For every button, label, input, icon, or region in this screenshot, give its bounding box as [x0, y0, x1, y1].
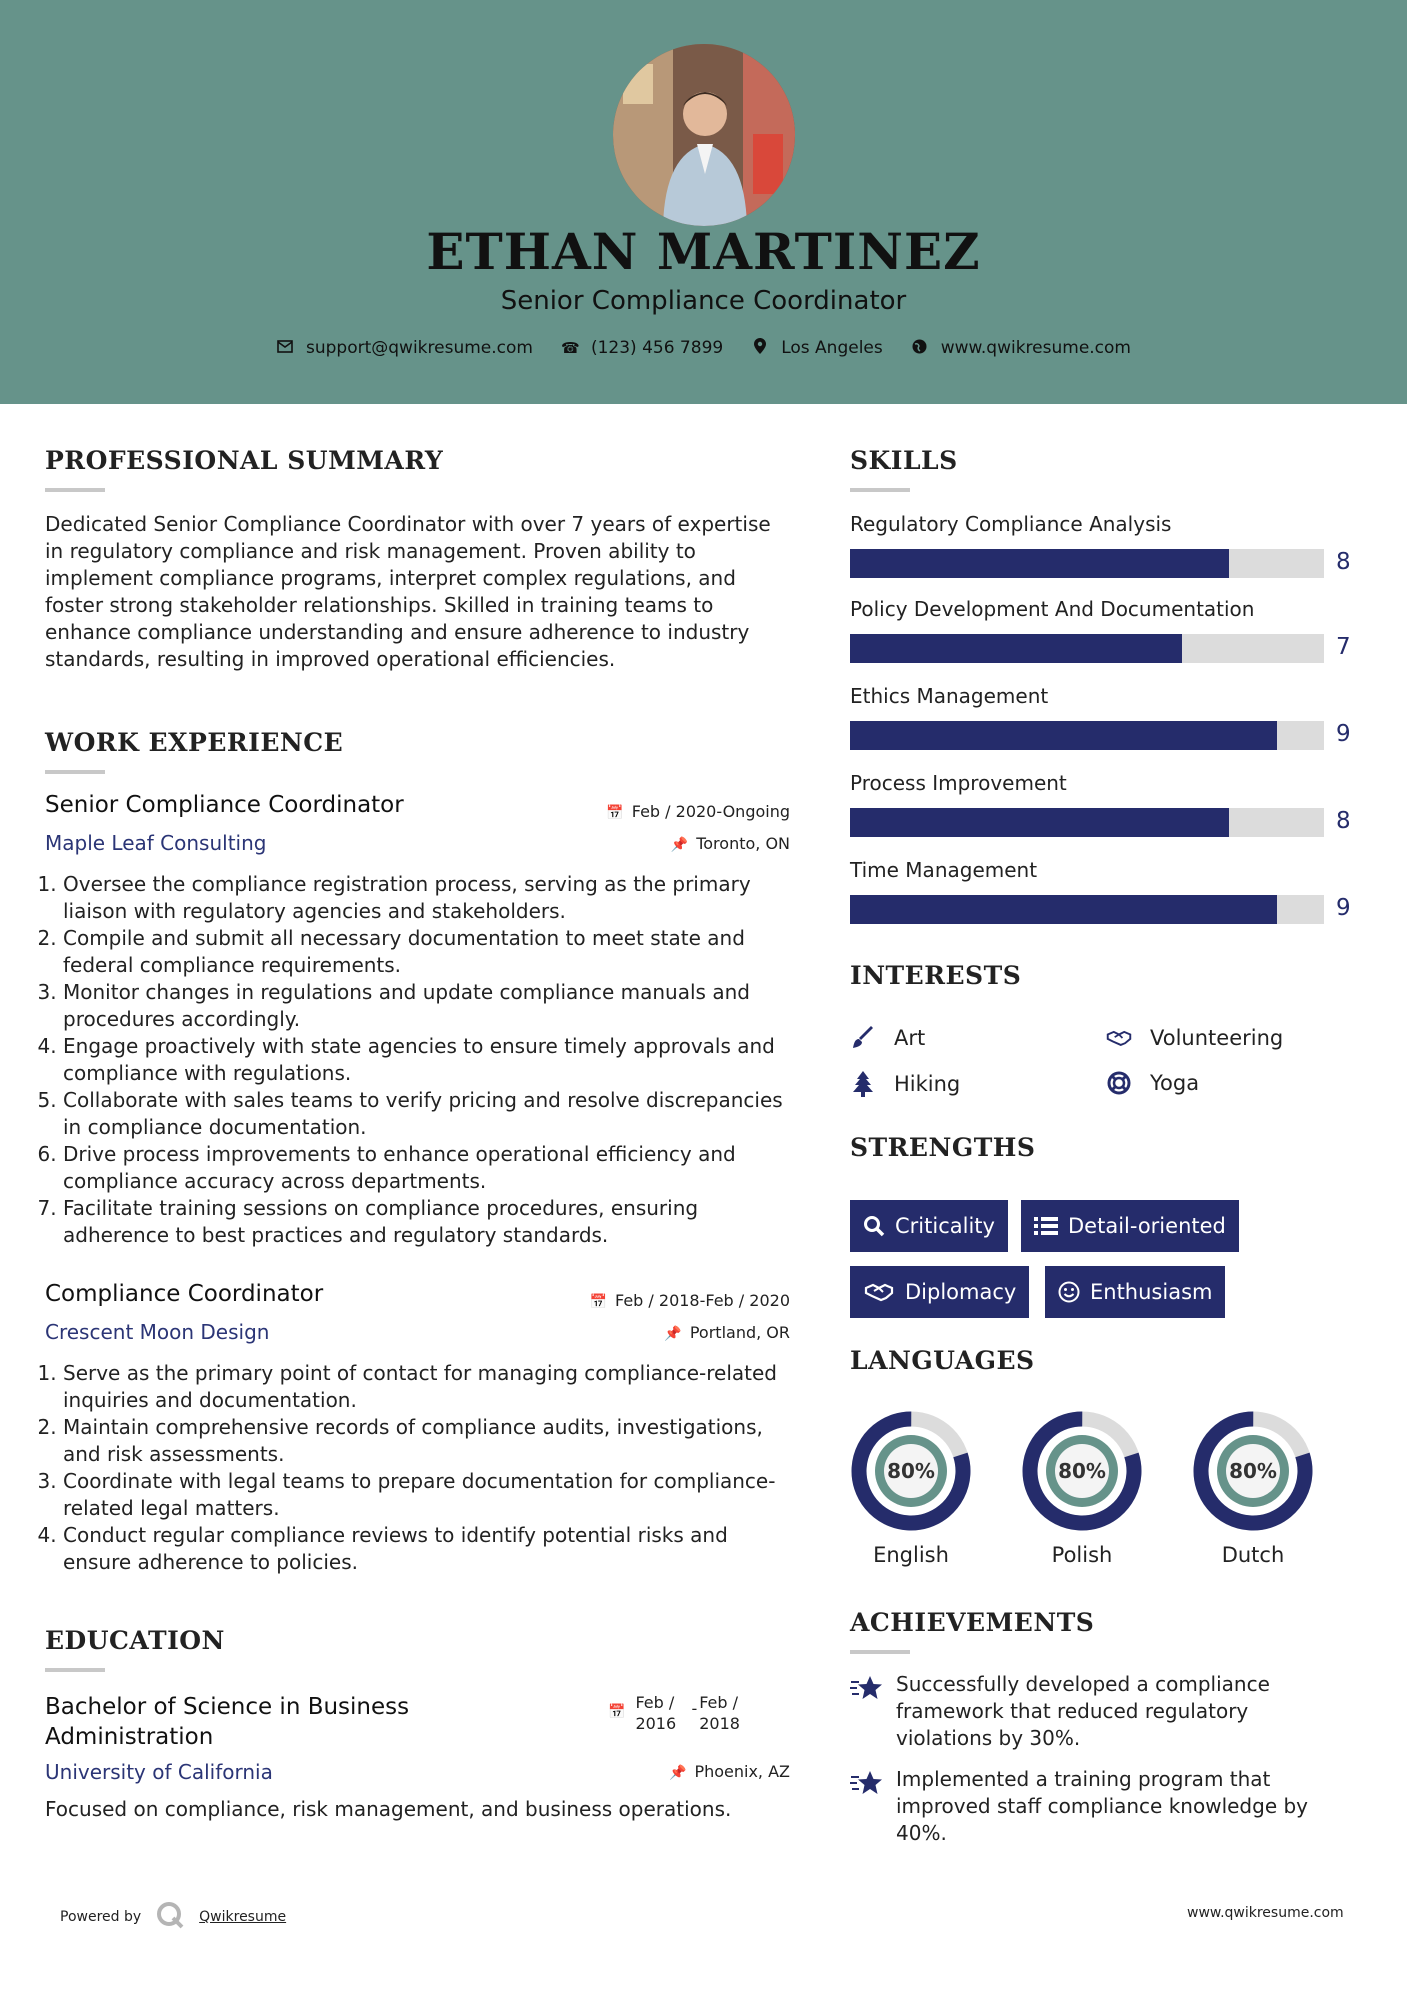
- job-date-text: Feb / 2020-Ongoing: [631, 802, 790, 821]
- interest-item: [1106, 1071, 1199, 1095]
- experience-heading: WORK EXPERIENCE: [45, 728, 344, 757]
- tree-icon: [850, 1071, 876, 1097]
- edu-start-1: Feb /: [635, 1693, 675, 1712]
- skill-value: 7: [1336, 634, 1351, 660]
- paintbrush-icon: [850, 1026, 876, 1050]
- strength-label: Diplomacy: [905, 1280, 1017, 1304]
- achievement-text: Successfully developed a compliance framework that reduced regulatory violations by 30%.: [896, 1672, 1270, 1750]
- footer-powered-by: [60, 1900, 286, 1934]
- search-icon: [863, 1215, 885, 1237]
- interest-label: Hiking: [894, 1072, 961, 1096]
- envelope-icon: [276, 339, 294, 357]
- language-name: Polish: [1051, 1543, 1113, 1567]
- achievement-text: Implemented a training program that improved staff compliance knowledge by 40%.: [896, 1767, 1309, 1845]
- language-percent: 80%: [1058, 1459, 1106, 1483]
- calendar-icon: 📅: [608, 1704, 626, 1720]
- language-donut-chart: [1192, 1410, 1314, 1532]
- skill-label: Ethics Management: [850, 684, 1049, 708]
- contact-phone[interactable]: [561, 338, 723, 358]
- contact-email-text: support@qwikresume.com: [306, 338, 533, 358]
- skills-divider: [850, 488, 910, 492]
- education-location: [500, 1762, 790, 1781]
- strength-tag: [850, 1200, 1008, 1252]
- skill-label: Process Improvement: [850, 771, 1067, 795]
- edu-start-2: 2016: [635, 1714, 677, 1733]
- lifering-icon: [1106, 1071, 1132, 1095]
- strength-tag: [1045, 1266, 1225, 1318]
- skill-bar: [850, 549, 1324, 578]
- list-icon: [1034, 1216, 1058, 1236]
- job-duty-item: 1. Oversee the compliance registration process, serving as the primary liaison with regulatory agencies and stakeholders.: [63, 871, 795, 925]
- achievements-heading: ACHIEVEMENTS: [850, 1608, 1095, 1637]
- languages-heading: LANGUAGES: [850, 1346, 1035, 1375]
- education-date: [608, 1692, 740, 1734]
- contact-location: [751, 338, 883, 358]
- job-location-text: Portland, OR: [689, 1323, 790, 1342]
- skill-bar: [850, 634, 1324, 663]
- job-location: [500, 834, 790, 853]
- skill-bar-fill: [850, 895, 1277, 924]
- pushpin-icon: 📌: [664, 1326, 682, 1342]
- job-duty-item: 4. Conduct regular compliance reviews to identify potential risks and ensure adherence to policies.: [63, 1522, 795, 1576]
- summary-divider: [45, 488, 105, 492]
- interest-item: [850, 1071, 960, 1097]
- contact-bar: [0, 338, 1407, 358]
- job-company: Crescent Moon Design: [45, 1320, 270, 1344]
- interest-item: [1106, 1026, 1283, 1050]
- skills-heading: SKILLS: [850, 446, 958, 475]
- language-donut: [850, 1410, 972, 1532]
- edu-end-2: 2018: [699, 1714, 740, 1733]
- achievements-divider: [850, 1650, 910, 1654]
- skill-bar-fill: [850, 549, 1229, 578]
- interests-heading: INTERESTS: [850, 961, 1022, 990]
- handshake-icon: [1106, 1028, 1132, 1048]
- achievement-item: [850, 1671, 1350, 1752]
- job-location: [500, 1323, 790, 1342]
- footer-website[interactable]: www.qwikresume.com: [1187, 1905, 1344, 1921]
- resume-header: [0, 0, 1407, 404]
- education-divider: [45, 1668, 105, 1672]
- skill-bar: [850, 808, 1324, 837]
- contact-website-text: www.qwikresume.com: [940, 338, 1131, 358]
- candidate-title: Senior Compliance Coordinator: [500, 286, 907, 316]
- profile-photo: [613, 44, 795, 226]
- language-donut: [1021, 1410, 1143, 1532]
- phone-icon: ☎: [560, 339, 580, 357]
- education-description: Focused on compliance, risk management, and business operations.: [45, 1797, 732, 1821]
- job-duty-item: 6. Drive process improvements to enhance operational efficiency and compliance accuracy across departments.: [63, 1141, 795, 1195]
- strength-label: Detail-oriented: [1068, 1214, 1226, 1238]
- handshake-icon: [863, 1282, 895, 1302]
- skill-label: Time Management: [850, 858, 1038, 882]
- degree-line-1: Bachelor of Science in Business: [45, 1694, 410, 1720]
- interest-label: Art: [894, 1026, 926, 1050]
- strength-tag: [1021, 1200, 1239, 1252]
- strength-label: Enthusiasm: [1090, 1280, 1213, 1304]
- language-percent: 80%: [887, 1459, 935, 1483]
- calendar-icon: 📅: [606, 805, 624, 821]
- school-name: University of California: [45, 1760, 273, 1784]
- language-donut: [1192, 1410, 1314, 1532]
- job-duties-list: [45, 1360, 795, 1576]
- degree-title: [45, 1692, 409, 1752]
- job-duty-item: 4. Engage proactively with state agencies to ensure timely approvals and compliance with regulations.: [63, 1033, 795, 1087]
- skill-label: Policy Development And Documentation: [850, 597, 1255, 621]
- job-company: Maple Leaf Consulting: [45, 831, 267, 855]
- powered-by-label: Powered by: [60, 1909, 142, 1925]
- education-location-text: Phoenix, AZ: [694, 1762, 790, 1781]
- pushpin-icon: 📌: [669, 1765, 687, 1781]
- job-location-text: Toronto, ON: [696, 834, 790, 853]
- skill-bar-fill: [850, 808, 1229, 837]
- interest-label: Volunteering: [1150, 1026, 1284, 1050]
- job-title: Compliance Coordinator: [45, 1281, 324, 1307]
- job-date: [500, 1291, 790, 1310]
- strengths-heading: STRENGTHS: [850, 1133, 1036, 1162]
- qwikresume-link[interactable]: Qwikresume: [199, 1909, 287, 1925]
- qwikresume-logo-icon: [155, 1900, 185, 1934]
- job-duties-list: [45, 871, 795, 1249]
- contact-location-text: Los Angeles: [781, 338, 883, 358]
- strength-tag: [850, 1266, 1029, 1318]
- contact-website[interactable]: [911, 338, 1131, 358]
- interest-item: [850, 1026, 925, 1050]
- job-duty-item: 3. Monitor changes in regulations and update compliance manuals and procedures accordingly.: [63, 979, 795, 1033]
- language-name: English: [873, 1543, 949, 1567]
- summary-text: Dedicated Senior Compliance Coordinator with over 7 years of expertise in regulatory compliance and risk management. Proven ability to implement compliance programs, interpret complex regulations, and foster strong stakeholder relationships. Skilled in training teams to enhance compliance understanding and ensure adherence to industry standards, resulting in improved operational efficiencies.: [45, 512, 771, 671]
- achievement-item: [850, 1766, 1350, 1847]
- language-name: Dutch: [1221, 1543, 1285, 1567]
- language-donut-chart: [850, 1410, 972, 1532]
- skill-value: 9: [1336, 895, 1351, 921]
- contact-phone-text: (123) 456 7899: [590, 338, 724, 358]
- job-title: Senior Compliance Coordinator: [45, 792, 404, 818]
- pushpin-icon: 📌: [670, 837, 689, 853]
- skill-bar-fill: [850, 634, 1182, 663]
- skill-label: Regulatory Compliance Analysis: [850, 512, 1172, 536]
- job-duty-item: 2. Maintain comprehensive records of compliance audits, investigations, and risk assessments.: [63, 1414, 795, 1468]
- skill-value: 8: [1336, 549, 1351, 575]
- strength-label: Criticality: [895, 1214, 995, 1238]
- map-pin-icon: [751, 338, 769, 358]
- education-heading: EDUCATION: [45, 1626, 225, 1655]
- job-duty-item: 5. Collaborate with sales teams to verify pricing and resolve discrepancies in compliance documentation.: [63, 1087, 795, 1141]
- candidate-name: ETHAN MARTINEZ: [426, 222, 981, 281]
- job-duty-item: 3. Coordinate with legal teams to prepare documentation for compliance-related legal matters.: [63, 1468, 795, 1522]
- skill-bar: [850, 895, 1324, 924]
- calendar-icon: 📅: [589, 1294, 607, 1310]
- smile-icon: [1058, 1281, 1080, 1303]
- globe-icon: [911, 339, 929, 358]
- language-percent: 80%: [1229, 1459, 1277, 1483]
- edu-end-1: Feb /: [699, 1693, 739, 1712]
- experience-divider: [45, 770, 105, 774]
- summary-heading: PROFESSIONAL SUMMARY: [45, 446, 444, 475]
- interest-label: Yoga: [1150, 1071, 1200, 1095]
- edu-date-separator: -: [691, 1699, 698, 1718]
- skill-value: 9: [1336, 721, 1351, 747]
- job-date-text: Feb / 2018-Feb / 2020: [615, 1291, 790, 1310]
- skill-bar: [850, 721, 1324, 750]
- star-icon: [850, 1766, 896, 1847]
- job-duty-item: 2. Compile and submit all necessary documentation to meet state and federal compliance requirements.: [63, 925, 795, 979]
- job-date: [500, 802, 790, 821]
- skill-bar-fill: [850, 721, 1277, 750]
- skill-value: 8: [1336, 808, 1351, 834]
- language-donut-chart: [1021, 1410, 1143, 1532]
- contact-email[interactable]: [276, 338, 533, 358]
- star-icon: [850, 1671, 896, 1752]
- degree-line-2: Administration: [45, 1724, 214, 1750]
- job-duty-item: 1. Serve as the primary point of contact for managing compliance-related inquiries and documentation.: [63, 1360, 795, 1414]
- job-duty-item: 7. Facilitate training sessions on compliance procedures, ensuring adherence to best practices and regulatory standards.: [63, 1195, 795, 1249]
